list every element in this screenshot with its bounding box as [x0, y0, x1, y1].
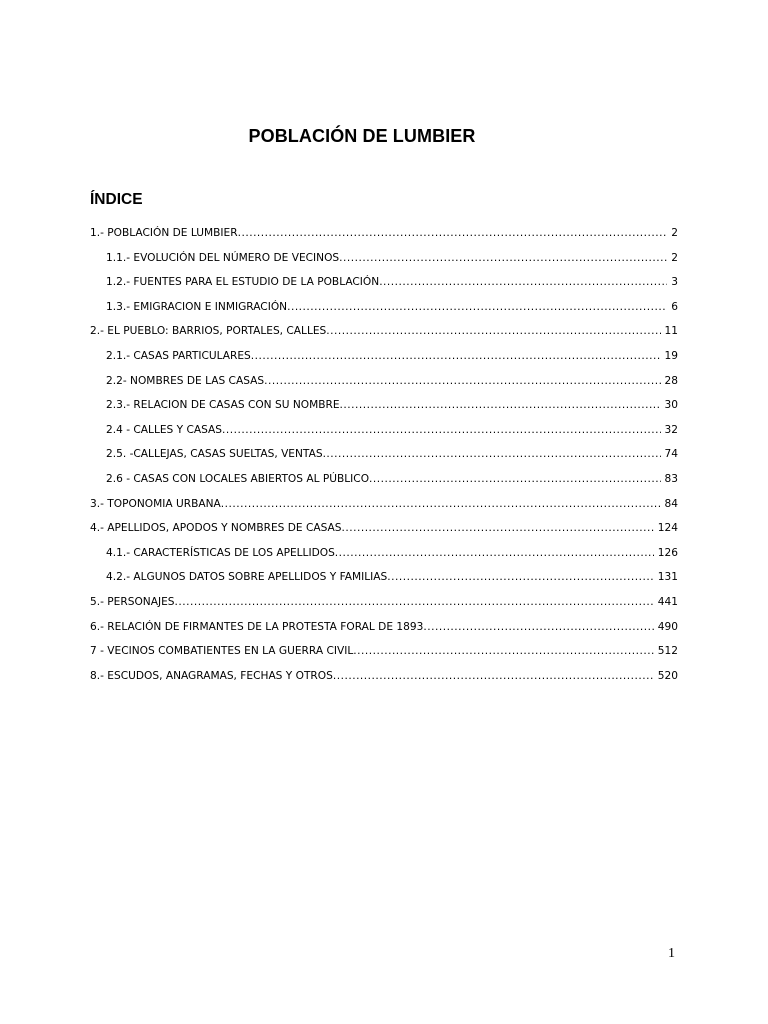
toc-leader-dots [221, 495, 661, 513]
toc-entry[interactable] [90, 618, 678, 643]
toc-entry-label: 1.3.- EMIGRACION E INMIGRACIÓN [106, 300, 288, 313]
toc-entry-page: 30 [664, 399, 678, 412]
toc-entry-label: 4.- APELLIDOS, APODOS Y NOMBRES DE CASAS [90, 522, 342, 535]
table-of-contents [90, 224, 678, 691]
toc-entry[interactable] [90, 249, 678, 274]
toc-leader-dots [333, 667, 654, 685]
toc-entry[interactable] [90, 445, 678, 470]
toc-entry-page: 2 [671, 251, 678, 264]
toc-leader-dots [379, 273, 667, 291]
toc-entry-page: 2 [671, 227, 678, 239]
toc-entry-label: 3.- TOPONOMIA URBANA [90, 497, 221, 510]
toc-leader-dots [369, 470, 660, 488]
toc-entry[interactable] [90, 593, 678, 618]
toc-entry-label: 7 - VECINOS COMBATIENTES EN LA GUERRA CIVIL [90, 645, 354, 658]
toc-entry-label: 5.- PERSONAJES [90, 595, 175, 608]
toc-entry-label: 6.- RELACIÓN DE FIRMANTES DE LA PROTESTA FORAL DE 1893 [90, 620, 424, 633]
toc-entry[interactable] [90, 495, 678, 520]
toc-leader-dots [353, 642, 654, 660]
toc-entry-label: 8.- ESCUDOS, ANAGRAMAS, FECHAS Y OTROS [90, 669, 333, 682]
toc-entry-page: 28 [664, 374, 678, 387]
toc-entry-page: 84 [664, 497, 678, 510]
toc-leader-dots [222, 421, 661, 439]
toc-entry[interactable] [90, 470, 678, 495]
toc-entry[interactable] [90, 273, 678, 298]
page-number: 1 [668, 946, 675, 961]
toc-entry[interactable] [90, 224, 678, 249]
toc-leader-dots [335, 544, 654, 562]
toc-entry-label: 2.4 - CALLES Y CASAS [106, 423, 223, 436]
toc-leader-dots [251, 347, 661, 365]
toc-entry-page: 131 [657, 571, 678, 584]
toc-entry-label: 2.2- NOMBRES DE LAS CASAS [106, 374, 265, 387]
toc-entry-label: 2.- EL PUEBLO: BARRIOS, PORTALES, CALLES [90, 325, 327, 338]
toc-entry[interactable] [90, 667, 678, 692]
toc-leader-dots [341, 519, 653, 537]
toc-entry[interactable] [90, 544, 678, 569]
toc-entry-label: 4.1.- CARACTERÍSTICAS DE LOS APELLIDOS [106, 546, 335, 559]
toc-entry-label: 4.2.- ALGUNOS DATOS SOBRE APELLIDOS Y FAMILIAS [106, 571, 388, 584]
toc-entry-page: 126 [657, 546, 678, 559]
toc-entry-label: 2.1.- CASAS PARTICULARES [106, 349, 251, 362]
toc-entry-label: 2.3.- RELACION DE CASAS CON SU NOMBRE [106, 399, 340, 412]
toc-entry[interactable] [90, 347, 678, 372]
toc-leader-dots [238, 224, 668, 242]
toc-leader-dots [423, 618, 653, 636]
toc-leader-dots [339, 249, 667, 267]
toc-entry-label: 1.- POBLACIÓN DE LUMBIER [90, 227, 238, 239]
toc-entry-page: 74 [664, 448, 678, 461]
toc-entry[interactable] [90, 642, 678, 667]
toc-entry-page: 6 [671, 300, 678, 313]
toc-entry-page: 83 [664, 472, 678, 485]
document-title: POBLACIÓN DE LUMBIER [248, 126, 476, 147]
toc-entry-page: 441 [657, 595, 678, 608]
toc-entry[interactable] [90, 421, 678, 446]
toc-leader-dots [287, 298, 667, 316]
toc-entry[interactable] [90, 322, 678, 347]
toc-leader-dots [323, 445, 661, 463]
toc-entry[interactable] [90, 372, 678, 397]
toc-entry-page: 32 [664, 423, 678, 436]
toc-leader-dots [175, 593, 654, 611]
toc-entry[interactable] [90, 568, 678, 593]
toc-entry-page: 520 [657, 669, 678, 682]
toc-entry-page: 11 [664, 325, 678, 338]
toc-leader-dots [387, 568, 654, 586]
toc-entry-label: 2.5. -CALLEJAS, CASAS SUELTAS, VENTAS [106, 448, 323, 461]
toc-entry[interactable] [90, 519, 678, 544]
toc-entry-page: 490 [657, 620, 678, 633]
toc-entry[interactable] [90, 298, 678, 323]
toc-entry[interactable] [90, 396, 678, 421]
toc-leader-dots [326, 322, 660, 340]
index-heading: ÍNDICE [90, 190, 143, 208]
toc-entry-page: 3 [671, 276, 678, 289]
toc-leader-dots [340, 396, 661, 414]
toc-entry-label: 1.2.- FUENTES PARA EL ESTUDIO DE LA POBLACIÓN [106, 276, 380, 289]
toc-entry-page: 124 [657, 522, 678, 535]
toc-entry-page: 19 [664, 349, 678, 362]
toc-entry-page: 512 [657, 645, 678, 658]
toc-leader-dots [264, 372, 660, 390]
toc-entry-label: 1.1.- EVOLUCIÓN DEL NÚMERO DE VECINOS [106, 251, 340, 264]
toc-entry-label: 2.6 - CASAS CON LOCALES ABIERTOS AL PÚBLICO [106, 472, 370, 485]
